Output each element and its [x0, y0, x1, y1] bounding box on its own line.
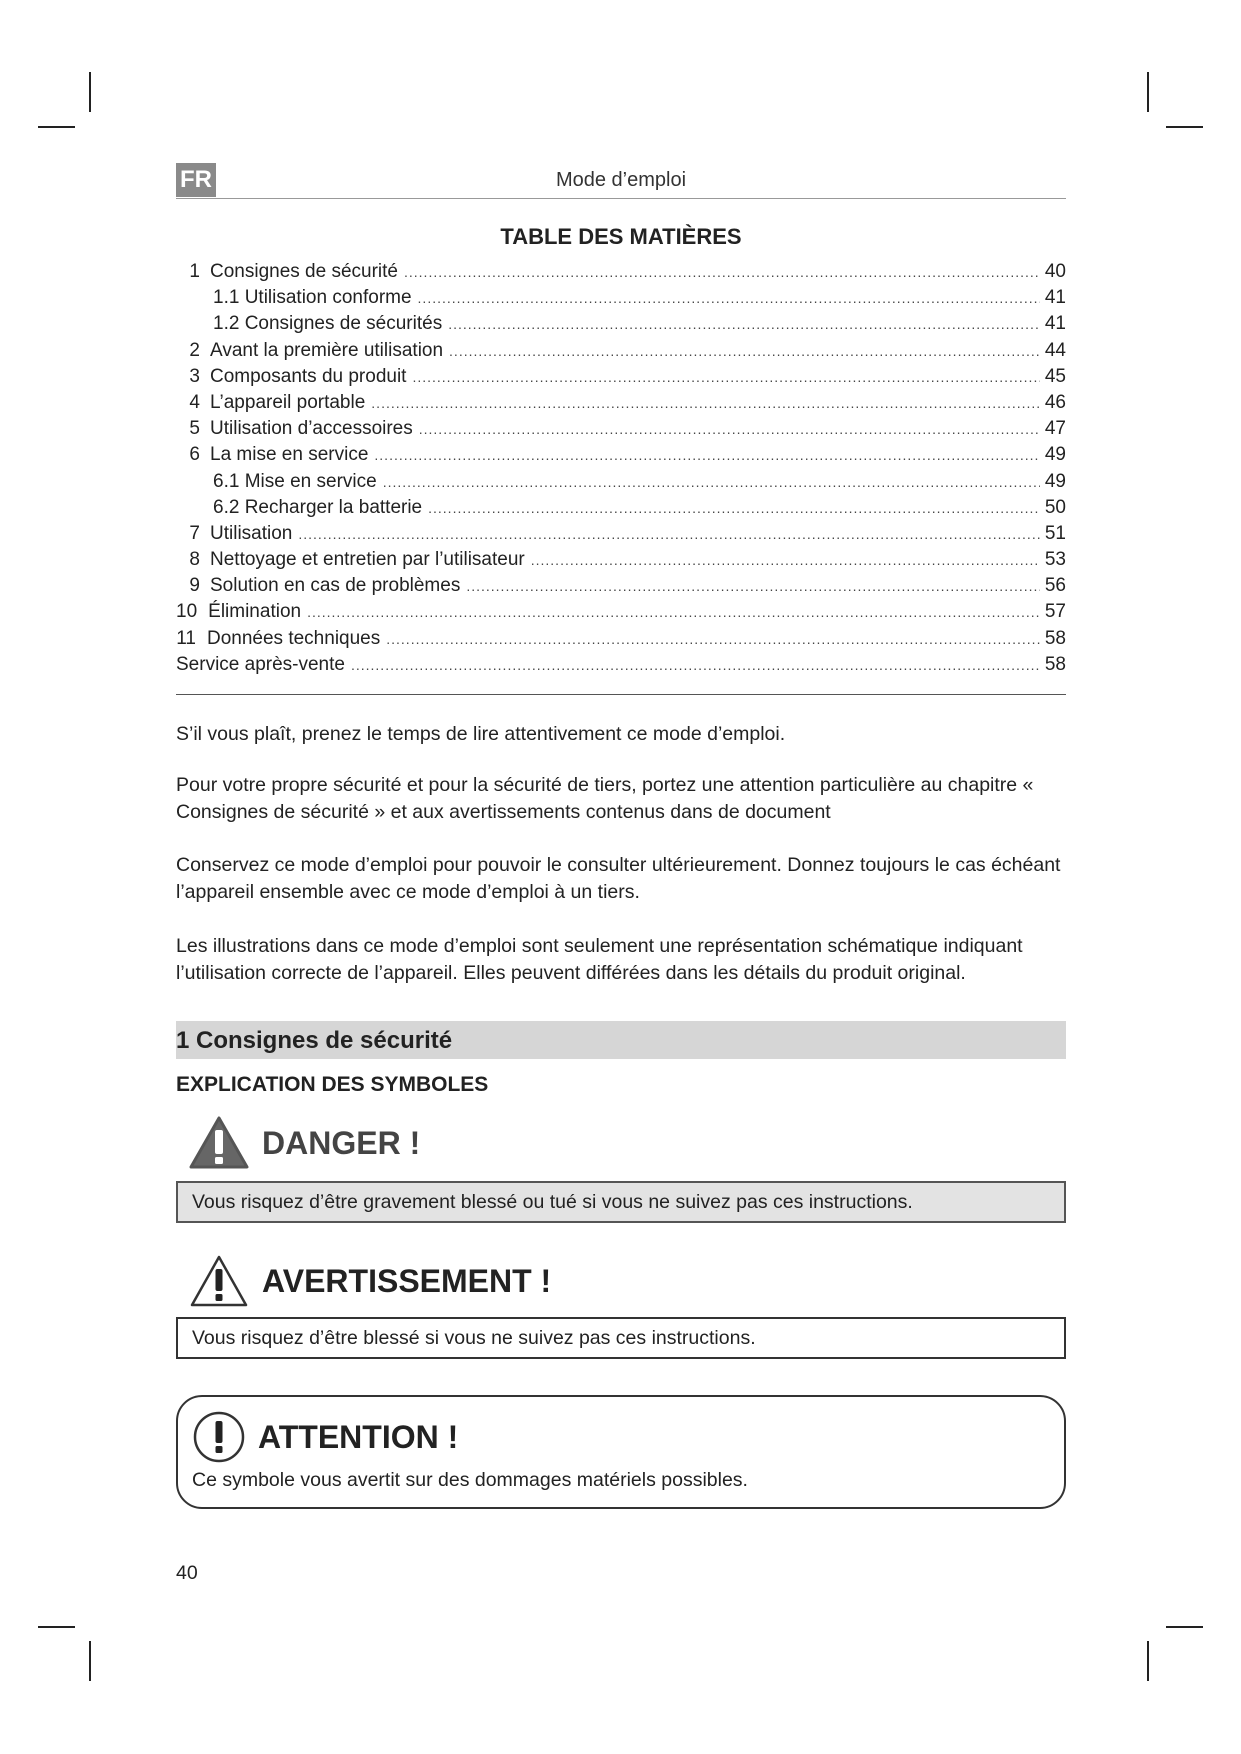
warning-text-box [176, 1317, 1066, 1359]
toc-entry [176, 549, 1066, 575]
toc-entry-page: 47 [1044, 418, 1066, 440]
toc-entry-page: 53 [1044, 549, 1066, 571]
toc-dot-leader [298, 526, 1040, 542]
warning-triangle-icon [188, 1253, 250, 1309]
language-badge: FR [176, 163, 216, 197]
header-title: Mode d’emploi [555, 169, 687, 191]
crop-mark [38, 126, 75, 128]
toc-entry [176, 340, 1066, 366]
toc-entry-number: 3 [189, 365, 200, 387]
attention-label: ATTENTION ! [258, 1418, 459, 1455]
toc-entry-label: 1.1 Utilisation conforme [213, 287, 412, 309]
toc-entry-label: Solution en cas de problèmes [210, 575, 461, 597]
crop-mark [1166, 126, 1203, 128]
toc-entry-label: 6.1 Mise en service [213, 470, 377, 492]
divider [176, 694, 1066, 695]
attention-symbol-row [192, 1407, 1050, 1467]
crop-mark [38, 1626, 75, 1628]
toc-entry-number: 5 [189, 418, 200, 440]
toc-dot-leader [383, 474, 1040, 490]
toc-dot-leader [466, 578, 1040, 594]
toc-entry-number: 2 [189, 339, 200, 361]
toc-dot-leader [449, 343, 1040, 359]
toc-entry-label: Élimination [208, 601, 302, 623]
attention-text: Ce symbole vous avertit sur des dommages matériels possibles. [192, 1469, 748, 1491]
toc-entry-label: Avant la première utilisation [210, 339, 444, 361]
toc-entry-number: 11 [176, 627, 196, 649]
toc-entry-label: Consignes de sécurité [210, 261, 398, 282]
toc-entry-page: 58 [1044, 653, 1066, 675]
toc-entry-page: 51 [1044, 522, 1066, 544]
toc-dot-leader [412, 369, 1040, 385]
danger-text: Vous risquez d’être gravement blessé ou tué si vous ne suivez pas ces instructions. [192, 1191, 913, 1213]
crop-mark [1147, 1641, 1149, 1681]
crop-mark [1166, 1626, 1203, 1628]
toc-entry [176, 418, 1066, 444]
toc-entry [176, 575, 1066, 601]
toc-dot-leader [307, 604, 1040, 620]
danger-text-box [176, 1181, 1066, 1223]
toc-entry-page: 49 [1044, 470, 1066, 492]
page-number: 40 [176, 1562, 198, 1584]
document-page [176, 160, 1066, 1509]
page-header [176, 160, 1066, 199]
toc-entry-number: 10 [176, 601, 198, 623]
toc-entry-label: Nettoyage et entretien par l’utilisateur [210, 549, 525, 571]
toc-entry [176, 601, 1066, 627]
toc-entry [176, 444, 1066, 470]
toc-dot-leader [448, 316, 1040, 332]
toc-entry-number: 7 [189, 522, 200, 544]
toc-entry-label: 6.2 Recharger la batterie [213, 496, 423, 518]
toc-entry-page: 58 [1044, 627, 1066, 649]
toc-dot-leader [374, 447, 1040, 463]
toc-entry-label: Utilisation [210, 522, 293, 544]
intro-paragraph-3: Conservez ce mode d’emploi pour pouvoir le consulter ultérieurement. Donnez toujours le cas échéant l’appareil ensemble avec ce mode d’emploi à un tiers. [176, 854, 1061, 903]
toc-entry-number: 9 [189, 575, 200, 597]
toc-entry-label: Composants du produit [210, 365, 407, 387]
toc-entry-page: 46 [1044, 391, 1066, 413]
toc-entry-page: 44 [1044, 339, 1066, 361]
toc-entry-number: 4 [189, 391, 200, 413]
toc-dot-leader [351, 657, 1040, 673]
toc-entry [176, 471, 1066, 497]
crop-mark [89, 72, 91, 112]
toc-entry [176, 287, 1066, 313]
crop-mark [1147, 72, 1149, 112]
table-of-contents [176, 261, 1066, 680]
crop-mark [89, 1641, 91, 1681]
toc-entry-number: 6 [189, 444, 200, 466]
toc-entry [176, 654, 1066, 680]
toc-entry-page: 56 [1044, 575, 1066, 597]
danger-symbol-row [188, 1111, 1066, 1175]
toc-entry-label: La mise en service [210, 444, 369, 466]
toc-dot-leader [371, 395, 1040, 411]
toc-entry-label: Service après-vente [176, 653, 345, 675]
toc-title: TABLE DES MATIÈRES [500, 224, 742, 249]
toc-dot-leader [404, 264, 1040, 280]
warning-text: Vous risquez d’être blessé si vous ne suivez pas ces instructions. [192, 1327, 756, 1349]
toc-dot-leader [419, 421, 1040, 437]
intro-paragraph-2: Pour votre propre sécurité et pour la sécurité de tiers, portez une attention particulière au chapitre « Consignes de sécurité » et aux avertissements contenus dans de document [176, 774, 1034, 823]
toc-entry-page: 45 [1044, 365, 1066, 387]
warning-symbol-row [188, 1249, 1066, 1313]
toc-entry-label: Utilisation d’accessoires [210, 418, 413, 440]
toc-entry-label: L’appareil portable [210, 391, 366, 413]
toc-entry-page: 49 [1044, 444, 1066, 466]
toc-entry [176, 366, 1066, 392]
section-heading: 1 Consignes de sécurité [176, 1021, 1066, 1059]
danger-label: DANGER ! [262, 1124, 421, 1161]
toc-entry-page: 57 [1044, 601, 1066, 623]
toc-entry-page: 41 [1044, 313, 1066, 335]
symbols-subheading: EXPLICATION DES SYMBOLES [176, 1073, 489, 1096]
attention-circle-icon [192, 1410, 246, 1464]
intro-paragraph-1: S’il vous plaît, prenez le temps de lire attentivement ce mode d’emploi. [176, 723, 786, 745]
toc-entry-label: 1.2 Consignes de sécurités [213, 313, 443, 335]
toc-dot-leader [428, 500, 1040, 516]
toc-entry-page: 41 [1044, 287, 1066, 309]
toc-entry-page: 40 [1044, 261, 1066, 282]
toc-entry [176, 392, 1066, 418]
toc-entry [176, 628, 1066, 654]
toc-entry-number: 8 [189, 549, 200, 571]
warning-label: AVERTISSEMENT ! [262, 1262, 552, 1299]
toc-entry-page: 50 [1044, 496, 1066, 518]
toc-entry [176, 261, 1066, 287]
toc-dot-leader [531, 552, 1040, 568]
toc-entry [176, 313, 1066, 339]
toc-dot-leader [386, 631, 1040, 647]
toc-entry [176, 523, 1066, 549]
intro-paragraph-4: Les illustrations dans ce mode d’emploi sont seulement une représentation schématique indiquant l’utilisation correcte de l’appareil. Elles peuvent différées dans les détails du produit original. [176, 935, 1023, 984]
toc-entry-label: Données techniques [207, 627, 381, 649]
attention-box [176, 1395, 1066, 1509]
toc-dot-leader [418, 290, 1040, 306]
toc-entry [176, 497, 1066, 523]
toc-entry-number: 1 [189, 261, 200, 282]
danger-triangle-icon [188, 1115, 250, 1171]
